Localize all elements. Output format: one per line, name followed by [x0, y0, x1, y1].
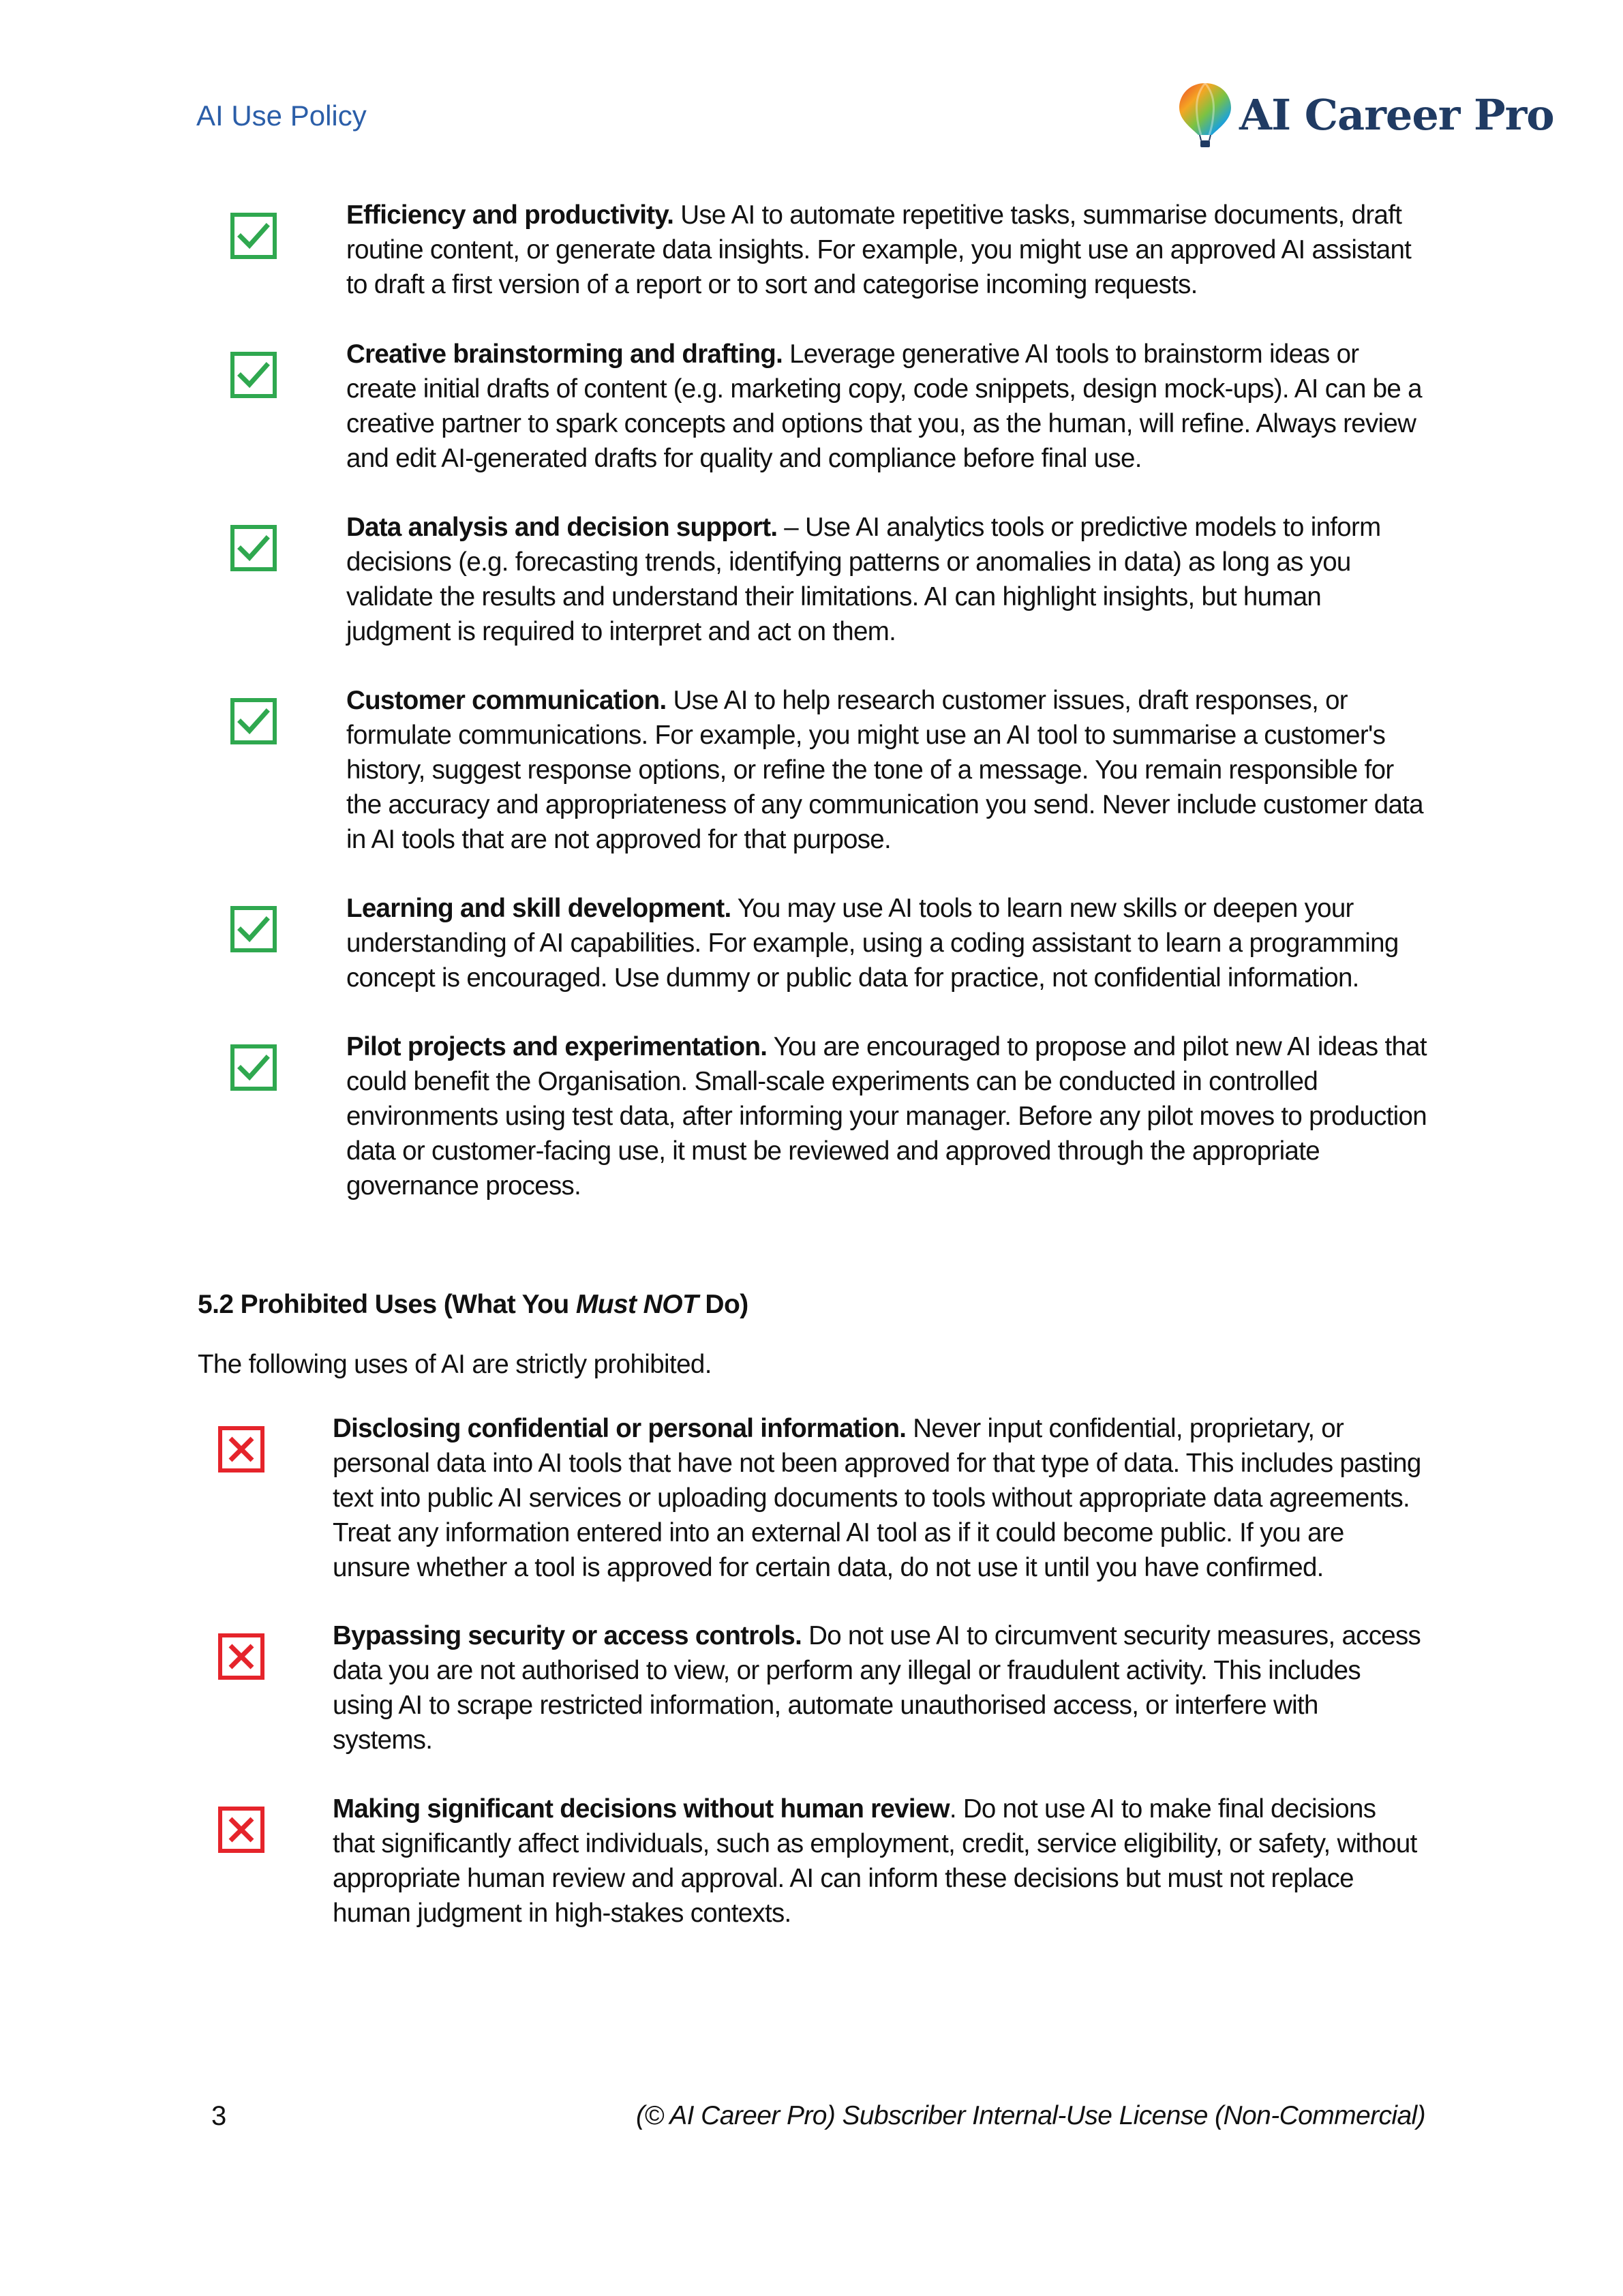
allowed-use-text: Learning and skill development. You may use AI tools to learn new skills or deepen your understanding of AI capabilities. For example, using a coding assistant to learn a programming concept is encouraged. Use dummy or public data for practice, not confidential information.: [346, 894, 1399, 993]
allowed-use-creative: [230, 337, 1430, 476]
allowed-use-data-analysis: [230, 510, 1430, 649]
logo-wordmark: AI Career Pro: [1239, 89, 1554, 140]
prohibited-intro: The following uses of AI are strictly prohibited.: [198, 1350, 712, 1379]
red-x-box-icon: [218, 1633, 264, 1680]
page-number: 3: [211, 2101, 227, 2131]
red-x-box-icon: [218, 1426, 264, 1472]
green-checkbox-icon: [230, 1044, 277, 1091]
license-footer: (© AI Career Pro) Subscriber Internal-Use License (Non-Commercial): [635, 2101, 1425, 2130]
allowed-use-learning: [230, 891, 1430, 995]
allowed-use-efficiency: [230, 198, 1430, 302]
green-checkbox-icon: [230, 906, 277, 952]
green-checkbox-icon: [230, 213, 277, 259]
prohibited-use-text: Making significant decisions without human review. Do not use AI to make final decisions that significantly affect individuals, such as employment, credit, service eligibility, or safety, without appropriate human review and approval. AI can inform these decisions but must not replace human judgment in high-stakes contexts.: [333, 1794, 1417, 1928]
document-title: AI Use Policy: [196, 100, 367, 132]
allowed-use-pilot-projects: [230, 1029, 1430, 1203]
allowed-use-text: Efficiency and productivity. Use AI to automate repetitive tasks, summarise documents, draft routine content, or generate data insights. For example, you might use an approved AI assistant to draft a first version of a report or to sort and categorise incoming requests.: [346, 200, 1412, 299]
allowed-use-text: Customer communication. Use AI to help research customer issues, draft responses, or formulate communications. For example, you might use an AI tool to summarise a customer's history, suggest response options, or refine the tone of a message. You remain responsible for the accuracy and appropriateness of any communication you send. Never include customer data in AI tools that are not approved for that purpose.: [346, 686, 1423, 854]
allowed-use-text: Creative brainstorming and drafting. Leverage generative AI tools to brainstorm ideas or create initial drafts of content (e.g. marketing copy, code snippets, design mock-ups). AI can be a creative partner to spark concepts and options that you, as the human, will refine. Always review and edit AI-generated drafts for quality and compliance before final use.: [346, 339, 1422, 473]
prohibited-use-text: Disclosing confidential or personal information. Never input confidential, proprietary, or personal data into AI tools that have not been approved for that type of data. This includes pasting text into public AI services or uploading documents to tools without appropriate data agreements. Treat any information entered into an external AI tool as if it could become public. If you are unsure whether a tool is approved for certain data, do not use it until you have confirmed.: [333, 1414, 1421, 1582]
hot-air-balloon-icon: [1175, 80, 1235, 149]
company-logo: [1175, 80, 1554, 149]
prohibited-use-bypassing-security: [218, 1618, 1421, 1757]
prohibited-use-decisions-without-review: [218, 1792, 1418, 1931]
green-checkbox-icon: [230, 525, 277, 571]
green-checkbox-icon: [230, 352, 277, 398]
red-x-box-icon: [218, 1807, 264, 1853]
prohibited-use-disclosing-data: [218, 1411, 1421, 1585]
section-heading-prohibited-uses: 5.2 Prohibited Uses (What You Must NOT Do): [198, 1290, 748, 1319]
allowed-use-text: Pilot projects and experimentation. You are encouraged to propose and pilot new AI ideas that could benefit the Organisation. Small-scale experiments can be conducted in controlled environments using test data, after informing your manager. Before any pilot moves to production data or customer-facing use, it must be reviewed and approved through the appropriate governance process.: [346, 1032, 1427, 1200]
allowed-use-customer-communication: [230, 683, 1430, 857]
prohibited-use-text: Bypassing security or access controls. Do not use AI to circumvent security measures, access data you are not authorised to view, or perform any illegal or fraudulent activity. This includes using AI to scrape restricted information, automate unauthorised access, or interfere with systems.: [333, 1621, 1421, 1755]
allowed-use-text: Data analysis and decision support. – Use AI analytics tools or predictive models to inform decisions (e.g. forecasting trends, identifying patterns or anomalies in data) as long as you validate the results and understand their limitations. AI can highlight insights, but human judgment is required to interpret and act on them.: [346, 513, 1381, 646]
green-checkbox-icon: [230, 698, 277, 744]
